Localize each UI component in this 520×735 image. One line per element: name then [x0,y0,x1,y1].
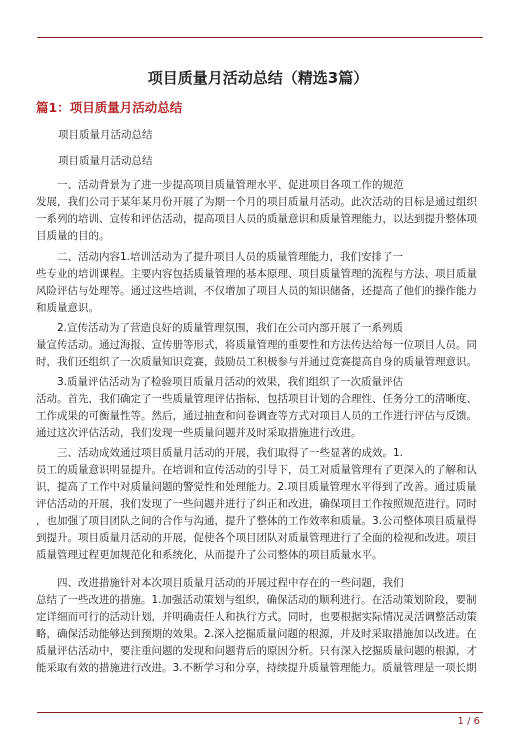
header-rule [37,37,483,38]
paragraph-line: 识，提高了工作中对质量问题的警觉性和处理能力。2.项目质量管理水平得到了改善。通过质量 [36,481,477,493]
paragraph-line: 定详细而可行的活动计划，并明确责任人和执行方式。同时，也要根据实际情况灵活调整活动策 [36,611,477,623]
paragraph-1 [36,177,480,245]
paragraph-line: 时，我们还组织了一次质量知识竞赛，鼓励员工积极参与并通过竞赛提高自身的质量管理意识。 [36,356,477,368]
paragraph-line: 2.宣传活动为了营造良好的质量管理氛围，我们在公司内部开展了一系列质 [36,322,404,334]
paragraph-3 [36,320,480,371]
paragraph-5 [36,445,480,564]
paragraph-line: 质量管理过程更加规范化和系统化，从而提升了公司整体的项目质量水平。 [36,549,383,561]
paragraph-line: 活动。首先，我们确定了一些质量管理评估指标，包括项目计划的合理性、任务分工的清晰度、 [36,393,477,405]
paragraph-line: 一系列的培训、宣传和评估活动，提高项目人员的质量意识和质量管理能力，以达到提升整体项 [36,213,477,225]
paragraph-line: 略，确保活动能够达到预期的效果。2.深入挖掘质量问题的根源，并及时采取措施加以改进。在 [36,628,477,640]
paragraph-6 [36,575,480,677]
paragraph-line: 质量评估活动中，要注重问题的发现和问题背后的原因分析。只有深入挖掘质量问题的根源，才 [36,645,477,657]
paragraph-line: 总结了一些改进的措施。1.加强活动策划与组织，确保活动的顺利进行。在活动策划阶段，要制 [36,594,477,606]
paragraph-line: 员工的质量意识明显提升。在培训和宣传活动的引导下，员工对质量管理有了更深入的了解和认 [36,464,477,476]
paragraph-line: 通过这次评估活动，我们发现一些质量问题并及时采取措施进行改进。 [36,427,362,439]
paragraph-line: 工作成果的可衡量性等。然后，通过抽查和问卷调查等方式对项目人员的工作进行评估与反馈。 [36,410,477,422]
document-title: 项目质量月活动总结（精选3篇） [147,69,369,87]
subheading-1: 项目质量月活动总结 [58,129,153,141]
paragraph-line: 评估活动的开展，我们发现了一些问题并进行了纠正和改进，确保项目工作按照规范进行。同时 [36,498,477,510]
paragraph-line: 二、活动内容1.培训活动为了提升项目人员的质量管理能力，我们安排了一 [36,251,404,263]
paragraph-line: 三、活动成效通过项目质量月活动的开展，我们取得了一些显著的成效。1. [36,447,404,459]
paragraph-line: 和质量意识。 [36,302,99,314]
paragraph-4 [36,374,480,442]
footer-rule [37,712,483,713]
paragraph-line: 些专业的培训课程。主要内容包括质量管理的基本原理、项目质量管理的流程与方法、项目质量 [36,268,477,280]
paragraph-line: 一、活动背景为了进一步提高项目质量管理水平、促进项目各项工作的规范 [36,179,404,191]
paragraph-line: 能采取有效的措施进行改进。3.不断学习和分享，持续提升质量管理能力。质量管理是一项长期 [36,662,477,674]
paragraph-line: 风险评估与处理等。通过这些培训，不仅增加了项目人员的知识储备，还提高了他们的操作能力 [36,285,477,297]
paragraph-line: 3.质量评估活动为了检验项目质量月活动的效果，我们组织了一次质量评估 [36,376,404,388]
paragraph-line: 量宣传活动。通过海报、宣传册等形式，将质量管理的重要性和方法传达给每一位项目人员。同 [36,339,477,351]
paragraph-line: 到提升。项目质量月活动的开展，促使各个项目团队对质量管理进行了全面的检视和改进。项目 [36,532,477,544]
page-indicator: 1 / 6 [457,716,480,727]
paragraph-line: 目质量的目的。 [36,230,110,242]
paragraph-2 [36,249,480,317]
subheading-2: 项目质量月活动总结 [58,155,153,167]
paragraph-line: ，也加强了项目团队之间的合作与沟通，提升了整体的工作效率和质量。3.公司整体项目质量得 [36,515,477,527]
paragraph-line: 四、改进措施针对本次项目质量月活动的开展过程中存在的一些问题，我们 [36,577,404,589]
paragraph-line: 发展，我们公司于某年某月份开展了为期一个月的项目质量月活动。此次活动的目标是通过组织 [36,196,477,208]
section-title: 篇1：项目质量月活动总结 [36,100,183,115]
